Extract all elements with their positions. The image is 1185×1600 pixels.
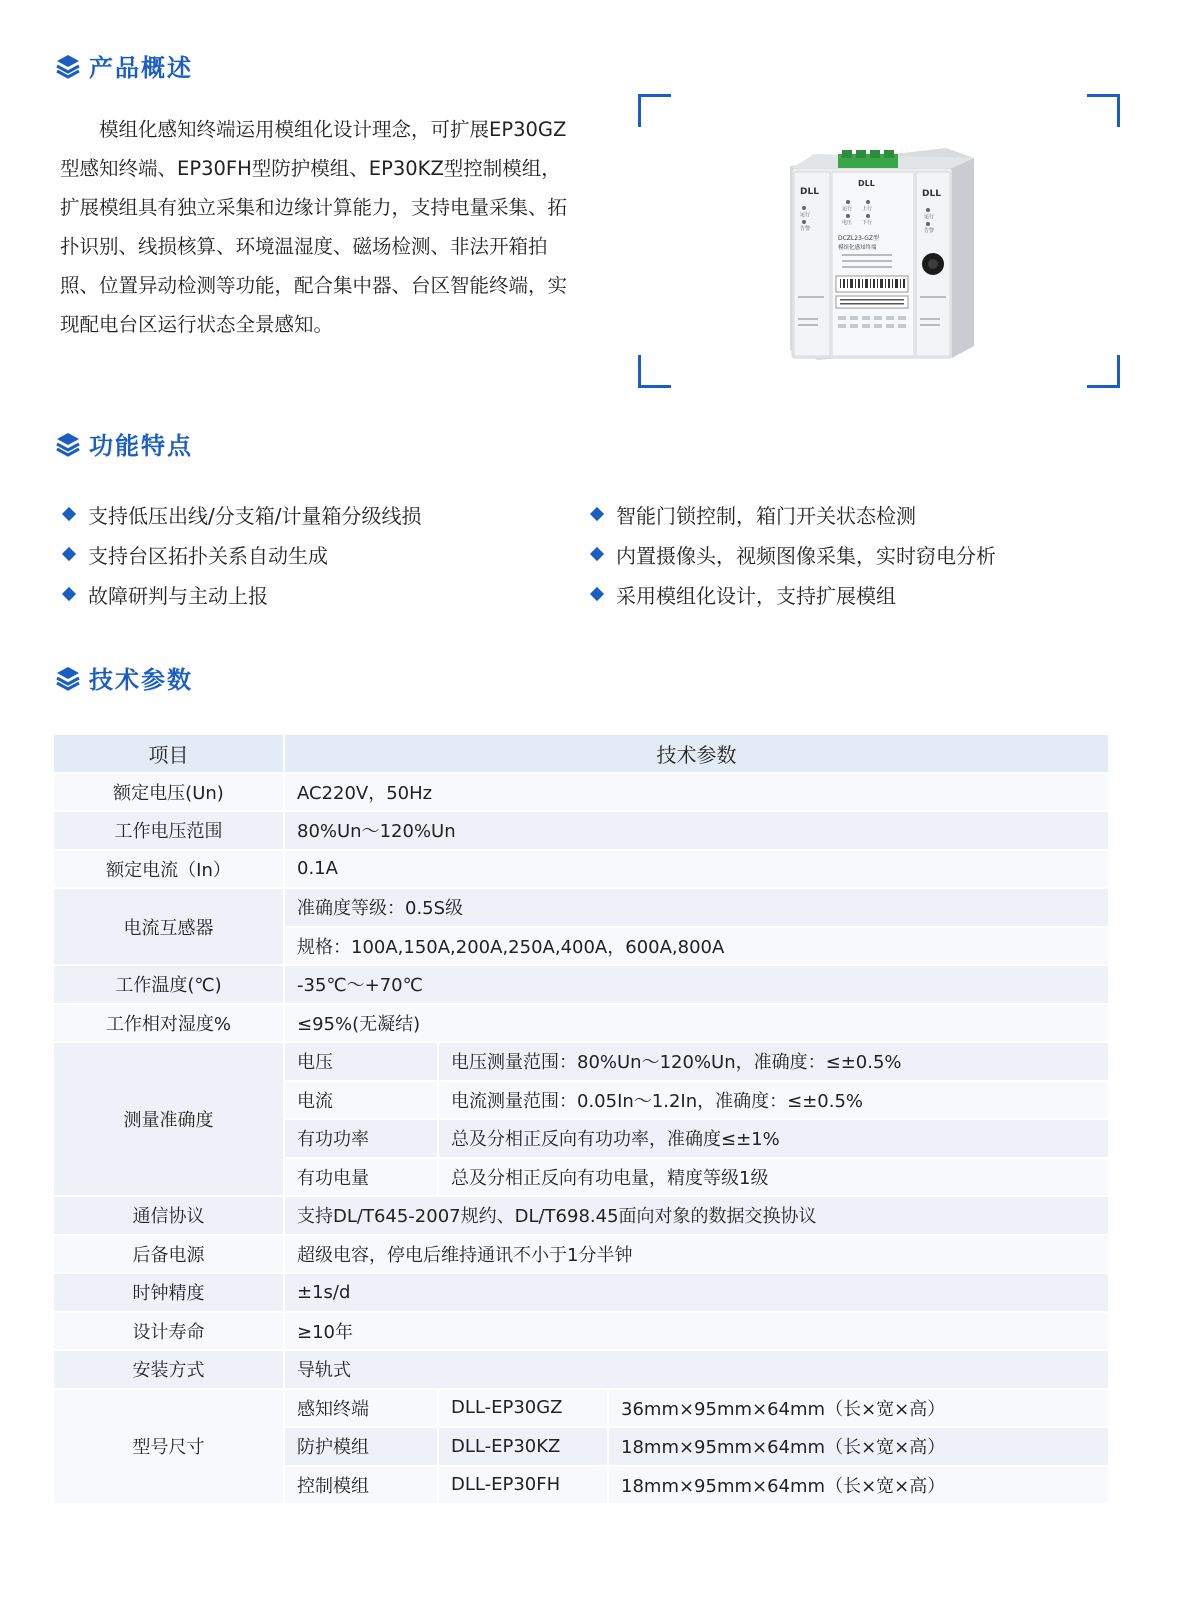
frame-corner <box>638 94 671 127</box>
layers-icon <box>55 665 81 691</box>
row-label: 电流互感器 <box>54 889 285 966</box>
feature-item: 故障研判与主动上报 <box>60 574 421 614</box>
header-params: 技术参数 <box>285 735 1108 774</box>
device-subtitle: 模组化感知终端 <box>838 245 877 251</box>
feature-item: 智能门锁控制，箱门开关状态检测 <box>588 494 996 534</box>
row-label: 设计寿命 <box>54 1313 285 1352</box>
overview-heading <box>55 48 193 83</box>
row-value: 支持DL/T645-2007规约、DL/T698.45面向对象的数据交换协议 <box>285 1197 1108 1236</box>
row-label: 安装方式 <box>54 1351 285 1390</box>
layers-icon <box>55 53 81 79</box>
led-label: 运行 <box>800 212 811 218</box>
table-row <box>54 851 1108 890</box>
device-model: DCZL23-GZ型 <box>838 235 880 242</box>
row-label: 额定电流（In） <box>54 851 285 890</box>
sub-label: 防护模组 <box>285 1428 439 1467</box>
row-value: 电流测量范围：0.05In～1.2In，准确度：≤±0.5% <box>439 1082 1108 1121</box>
row-value: ±1s/d <box>285 1274 1108 1313</box>
table-row <box>54 1043 1108 1082</box>
feature-item: 采用模组化设计，支持扩展模组 <box>588 574 996 614</box>
frame-corner <box>1087 355 1120 388</box>
table-row <box>54 812 1108 851</box>
sub-label: 有功电量 <box>285 1159 439 1198</box>
row-value: 总及分相正反向有功功率，准确度≤±1% <box>439 1120 1108 1159</box>
features-left-column <box>60 494 421 614</box>
sub-label: 控制模组 <box>285 1467 439 1506</box>
sub-label: 电流 <box>285 1082 439 1121</box>
model-number: DLL-EP30FH <box>439 1467 609 1506</box>
table-row <box>54 1236 1108 1275</box>
features-right-column <box>588 494 996 614</box>
feature-item: 支持低压出线/分支箱/计量箱分级线损 <box>60 494 421 534</box>
diamond-bullet-icon <box>590 547 604 561</box>
led-label: 运行 <box>842 206 853 212</box>
features-heading <box>55 426 193 461</box>
frame-corner <box>1087 94 1120 127</box>
specs-title: 技术参数 <box>89 666 193 694</box>
diamond-bullet-icon <box>62 507 76 521</box>
row-value: 规格：100A,150A,200A,250A,400A，600A,800A <box>285 928 1108 967</box>
product-photo-frame <box>638 94 1120 388</box>
row-label: 工作温度(℃) <box>54 966 285 1005</box>
row-label: 工作相对湿度% <box>54 1005 285 1044</box>
brand-left: DLL <box>800 187 819 197</box>
row-value: ≤95%(无凝结) <box>285 1005 1108 1044</box>
led-label: 告警 <box>800 226 811 232</box>
specs-heading <box>55 660 193 695</box>
row-value: 导轨式 <box>285 1351 1108 1390</box>
specs-table <box>54 735 1108 1505</box>
diamond-bullet-icon <box>62 587 76 601</box>
table-row <box>54 966 1108 1005</box>
feature-item: 支持台区拓扑关系自动生成 <box>60 534 421 574</box>
model-number: DLL-EP30GZ <box>439 1390 609 1429</box>
row-value: 电压测量范围：80%Un～120%Un，准确度：≤±0.5% <box>439 1043 1108 1082</box>
row-label: 工作电压范围 <box>54 812 285 851</box>
row-value: 准确度等级：0.5S级 <box>285 889 1108 928</box>
row-label: 后备电源 <box>54 1236 285 1275</box>
layers-icon <box>55 431 81 457</box>
diamond-bullet-icon <box>590 507 604 521</box>
table-row <box>54 774 1108 813</box>
brand-center: DLL <box>858 179 875 188</box>
row-value: 0.1A <box>285 851 1108 890</box>
overview-body: 模组化感知终端运用模组化设计理念，可扩展EP30GZ型感知终端、EP30FH型防护模组、EP30KZ型控制模组，扩展模组具有独立采集和边缘计算能力，支持电量采集、拓扑识别、线损核算、环境温湿度、磁场检测、非法开箱拍照、位置异动检测等功能，配合集中器、台区智能终端，实现配电台区运行状态全景感知。 <box>60 118 568 336</box>
model-size: 18mm×95mm×64mm（长×宽×高） <box>609 1467 1108 1506</box>
led-label: 电压 <box>842 220 853 226</box>
sub-label: 有功功率 <box>285 1120 439 1159</box>
row-value: 超级电容，停电后维持通讯不小于1分半钟 <box>285 1236 1108 1275</box>
diamond-bullet-icon <box>62 547 76 561</box>
diamond-bullet-icon <box>590 587 604 601</box>
frame-corner <box>638 355 671 388</box>
sub-label: 电压 <box>285 1043 439 1082</box>
led-label: 上行 <box>862 206 873 212</box>
row-value: 80%Un～120%Un <box>285 812 1108 851</box>
led-label: 下行 <box>862 220 873 226</box>
row-value: ≥10年 <box>285 1313 1108 1352</box>
model-size: 18mm×95mm×64mm（长×宽×高） <box>609 1428 1108 1467</box>
sub-label: 感知终端 <box>285 1390 439 1429</box>
overview-title: 产品概述 <box>89 54 193 82</box>
brand-right: DLL <box>922 189 941 199</box>
table-row <box>54 1005 1108 1044</box>
table-row <box>54 1351 1108 1390</box>
features-title: 功能特点 <box>89 432 193 460</box>
led-label: 运行 <box>924 214 935 220</box>
table-row <box>54 1390 1108 1429</box>
model-size: 36mm×95mm×64mm（长×宽×高） <box>609 1390 1108 1429</box>
row-label: 额定电压(Un) <box>54 774 285 813</box>
row-label: 测量准确度 <box>54 1043 285 1197</box>
row-value: -35℃～+70℃ <box>285 966 1108 1005</box>
table-header-row <box>54 735 1108 774</box>
led-label: 告警 <box>924 228 935 234</box>
row-label: 时钟精度 <box>54 1274 285 1313</box>
row-label: 型号尺寸 <box>54 1390 285 1506</box>
row-value: AC220V，50Hz <box>285 774 1108 813</box>
feature-item: 内置摄像头，视频图像采集，实时窃电分析 <box>588 534 996 574</box>
row-value: 总及分相正反向有功电量，精度等级1级 <box>439 1159 1108 1198</box>
table-row <box>54 1274 1108 1313</box>
table-row <box>54 1313 1108 1352</box>
row-label: 通信协议 <box>54 1197 285 1236</box>
header-item: 项目 <box>54 735 285 774</box>
model-number: DLL-EP30KZ <box>439 1428 609 1467</box>
product-device-image <box>778 146 978 360</box>
table-row <box>54 1197 1108 1236</box>
table-row <box>54 889 1108 928</box>
